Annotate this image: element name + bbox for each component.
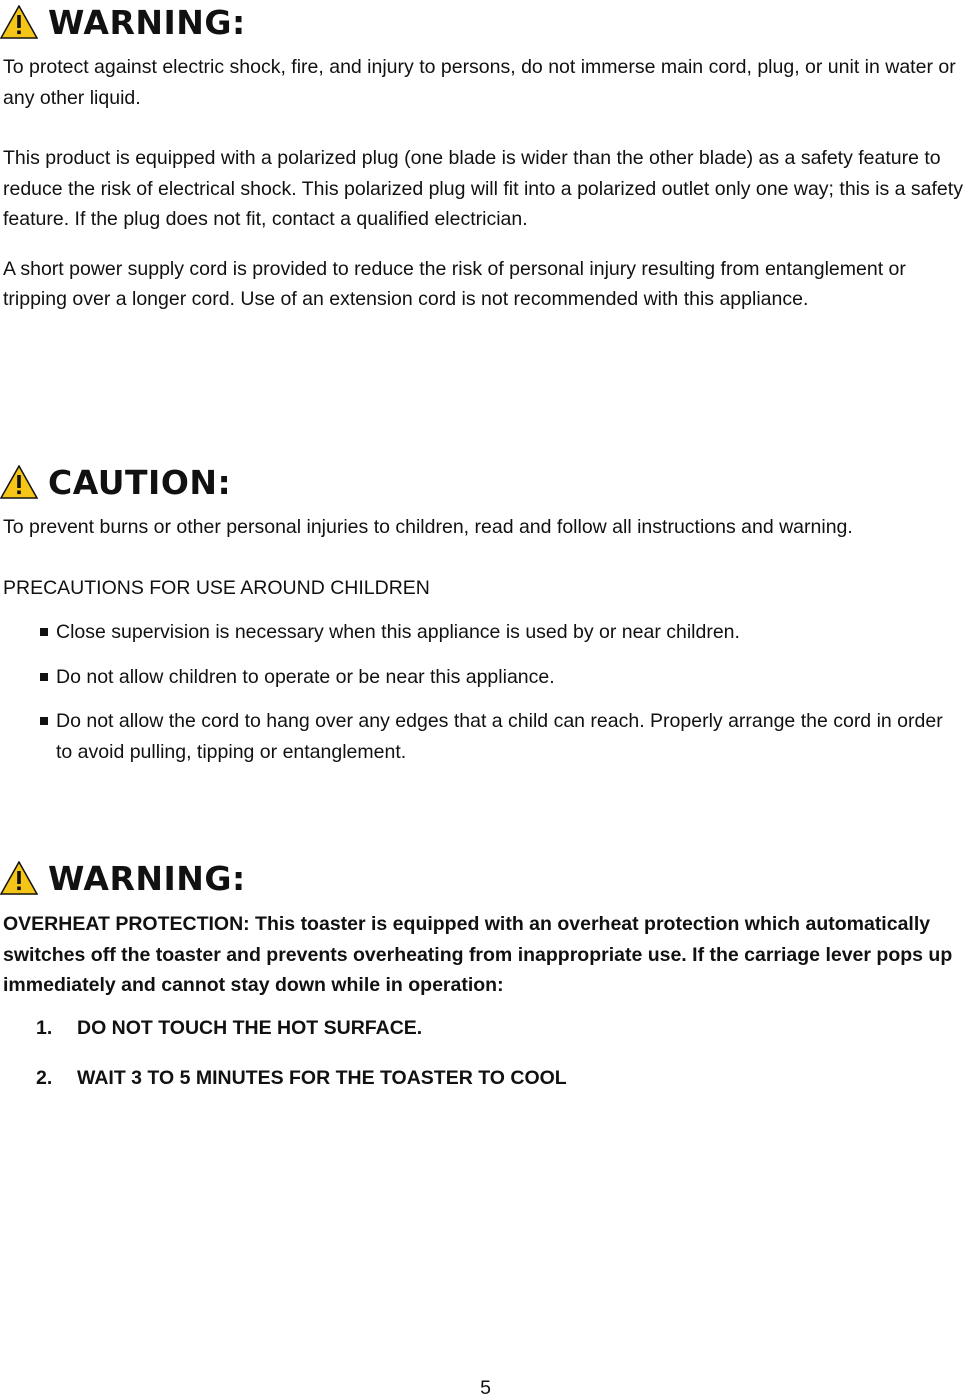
warning-triangle-icon [0,861,38,895]
list-item [0,617,961,648]
list-item-text: Do not allow the cord to hang over any edges that a child can reach. Properly arrange the cord in order to avoid pulling, tipping or entanglement. [56,710,943,763]
page-number: 5 [480,1377,491,1399]
warning-heading [0,856,971,900]
overheat-steps-list [0,1013,971,1094]
warning-heading-text: WARNING: [48,858,246,898]
paragraph-short-cord: A short power supply cord is provided to reduce the risk of personal injury resulting from entanglement or tripping over a longer cord. Use of an extension cord is not recommended with this appliance. [3,257,906,310]
warning-section-electric [0,0,971,315]
list-item-text: Close supervision is necessary when this appliance is used by or near children. [56,621,740,643]
paragraph-immersion: To protect against electric shock, fire, and injury to persons, do not immerse main cord, plug, or unit in water or any other liquid. [3,56,956,109]
paragraph-polarized-plug: This product is equipped with a polarized plug (one blade is wider than the other blade) as a safety feature to reduce the risk of electrical shock. This polarized plug will fit into a polarized outlet only one way; this is a safety feature. If the plug does not fit, contact a qualified electrician. [3,147,963,230]
list-item [0,1063,971,1094]
precautions-subheading: PRECAUTIONS FOR USE AROUND CHILDREN [3,576,430,599]
bullet-square-icon [40,628,48,636]
step-number: 1. [36,1016,53,1039]
caution-heading-text: CAUTION: [48,462,232,502]
caution-section [0,460,971,781]
caution-heading [0,460,971,504]
warning-section-overheat [0,856,971,1114]
list-item [0,1013,971,1044]
list-item [0,662,961,693]
warning-heading-text: WARNING: [48,2,246,42]
list-item [0,706,961,767]
warning-triangle-icon [0,5,38,39]
bullet-square-icon [40,717,48,725]
paragraph-overheat-protection: OVERHEAT PROTECTION: This toaster is equipped with an overheat protection which automatically switches off the toaster and prevents overheating from inappropriate use. If the carriage lever pops up immediately and cannot stay down while in operation: [3,913,953,996]
precautions-list [0,617,971,767]
list-item-text: Do not allow children to operate or be near this appliance. [56,665,555,688]
step-number: 2. [36,1067,53,1089]
bullet-square-icon [40,673,48,681]
step-text: DO NOT TOUCH THE HOT SURFACE. [77,1016,423,1039]
step-text: WAIT 3 TO 5 MINUTES FOR THE TOASTER TO COOL [77,1067,567,1089]
warning-heading [0,0,971,44]
warning-triangle-icon [0,465,38,499]
paragraph-caution-intro: To prevent burns or other personal injuries to children, read and follow all instructions and warning. [3,516,853,538]
